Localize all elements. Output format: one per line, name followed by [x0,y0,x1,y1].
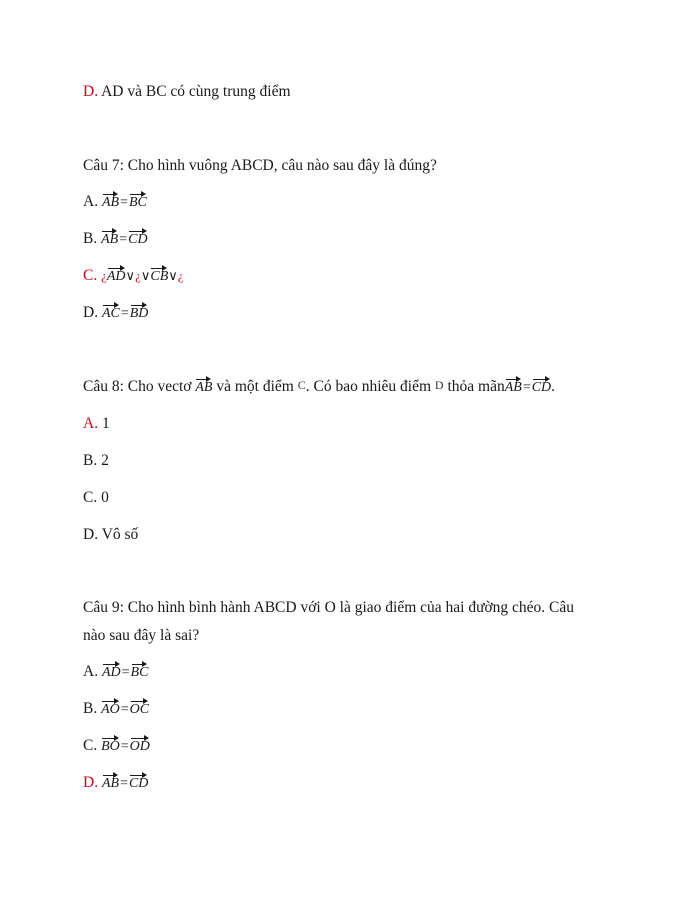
vector: CD [128,776,149,791]
inverted-question-glyph: ¿ [177,268,184,283]
question-text: Câu 8: Cho vectơ [83,378,192,395]
vector: AD [101,665,121,680]
point-label: C [297,378,306,392]
vector: AB [101,232,119,247]
inverted-question-glyph: ¿ [101,268,107,283]
equals-sign: = [522,380,531,395]
option-label: D. [83,83,99,100]
q9-option-a [83,663,148,681]
option-label: D. [83,774,99,791]
vector: BD [129,306,149,321]
q8-option-b [83,452,109,470]
option-label: D. [83,304,99,321]
q8-option-c [83,489,109,507]
q8-option-d [83,526,138,544]
q7-option-d [83,304,148,322]
question-text: . Có bao nhiêu điểm [305,378,432,395]
q9-question-line-2: nào sau đây là sai? [83,627,200,644]
q6-option-d [83,83,291,101]
q7-option-c [83,267,184,285]
q8-question [83,378,555,396]
option-label: A. [83,193,99,210]
point-label: D [434,378,444,392]
vector: OC [129,702,150,717]
equals-sign: = [120,776,128,791]
equals-sign: = [119,232,128,247]
q8-option-a [83,415,110,433]
question-text: . [551,378,556,395]
equals-sign: = [120,702,129,717]
option-text: AD và BC có cùng trung điểm [101,83,291,100]
q9-option-d [83,774,148,792]
vector: AB [504,380,522,395]
vector: AB [101,776,120,791]
q7-question: Câu 7: Cho hình vuông ABCD, câu nào sau đây là đúng? [83,157,437,174]
option-label: B. [83,230,98,247]
vector: BC [130,665,149,680]
inverted-question-glyph: ¿ [135,268,141,283]
equals-sign: = [120,739,129,754]
option-text: 1 [101,415,110,432]
q9-option-c [83,737,150,755]
vector: CD [128,232,148,247]
option-text: 0 [101,489,109,506]
option-label: B. [83,700,98,717]
option-text: Vô số [101,526,139,543]
vector: CD [531,380,552,395]
vector: AC [101,306,120,321]
or-glyph: ∨ [168,268,178,283]
vector: BO [101,739,120,754]
vector: AB [195,380,213,395]
vector: CB [150,269,169,284]
question-text: thỏa mãn [447,378,505,395]
option-label: C. [83,267,98,284]
or-glyph: ∨ [125,268,136,283]
option-label: A. [83,663,99,680]
vector: BC [128,195,147,210]
option-label: D. [83,526,99,543]
q9-question-line-1: Câu 9: Cho hình bình hành ABCD với O là giao điểm của hai đường chéo. Câu [83,599,575,616]
option-label: B. [83,452,98,469]
equals-sign: = [120,306,129,321]
vector: AD [106,269,126,284]
or-glyph: ∨ [140,268,151,283]
q7-option-a [83,193,147,211]
question-text: và một điểm [216,378,294,395]
option-label: A. [83,415,99,432]
q7-option-b [83,230,148,248]
vector: AB [101,195,120,210]
vector: OD [129,739,150,754]
equals-sign: = [120,195,128,210]
option-label: C. [83,737,98,754]
equals-sign: = [121,665,130,680]
option-label: C. [83,489,98,506]
vector: AO [101,702,120,717]
q9-option-b [83,700,149,718]
option-text: 2 [101,452,109,469]
